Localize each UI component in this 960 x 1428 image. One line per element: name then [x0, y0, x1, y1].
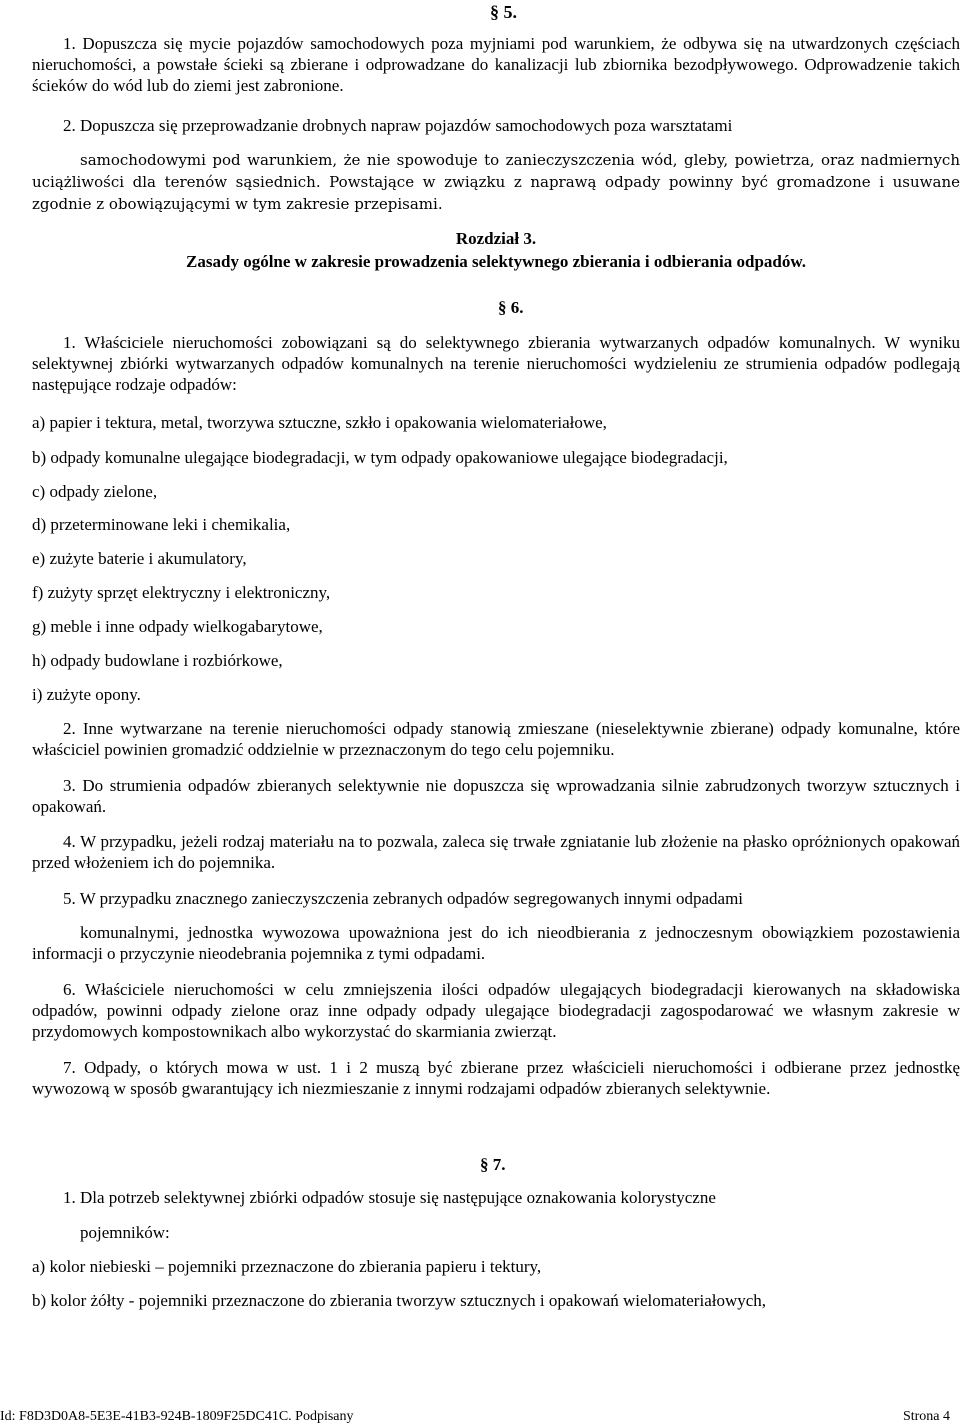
- list-item: b) odpady komunalne ulegające biodegradacji, w tym odpady opakowaniowe ulegające biodegradacji,: [32, 448, 728, 467]
- section-5-paragraph-2-first-line: 2. Dopuszcza się przeprowadzanie drobnych napraw pojazdów samochodowych poza warsztatami: [63, 116, 733, 135]
- page-footer: [0, 1409, 950, 1425]
- section-5-mark: § 5.: [490, 2, 517, 22]
- section-7-paragraph-1-first-line: 1. Dla potrzeb selektywnej zbiórki odpadów stosuje się następujące oznakowania kolorystyczne: [63, 1188, 716, 1207]
- section-6-paragraph-5-continued: komunalnymi, jednostka wywozowa upoważniona jest do ich nieodbierania z jednoczesnym obowiązkiem pozostawienia informacji o przyczynie nieodebrania pojemnika z tymi odpadami.: [32, 923, 960, 963]
- list-item: c) odpady zielone,: [32, 482, 158, 501]
- section-6-paragraph-1: 1. Właściciele nieruchomości zobowiązani są do selektywnego zbierania wytwarzanych odpadów komunalnych. W wyniku selektywnej zbiórki wytwarzanych odpadów komunalnych na terenie nieruchomości wydzieleniu ze strumienia odpadów podlegają następujące rodzaje odpadów:: [32, 333, 960, 394]
- list-item: d) przeterminowane leki i chemikalia,: [32, 515, 291, 534]
- list-item: f) zużyty sprzęt elektryczny i elektroniczny,: [32, 583, 331, 602]
- chapter-title: Rozdział 3.: [455, 229, 537, 248]
- section-6-paragraph-4: 4. W przypadku, jeżeli rodzaj materiału na to pozwala, zaleca się trwałe zgniatanie lub złożenie na płasko opróżnionych opakowań przed włożeniem ich do pojemnika.: [32, 832, 960, 872]
- section-6-paragraph-7: 7. Odpady, o których mowa w ust. 1 i 2 muszą być zbierane przez właścicieli nieruchomości i odbierane przez jednostkę wywozową w sposób gwarantujący ich niezmieszanie z innymi rodzajami odpadów zbieranych selektywnie.: [32, 1058, 960, 1098]
- document-id: Id: F8D3D0A8-5E3E-41B3-924B-1809F25DC41C. Podpisany: [0, 1409, 354, 1424]
- section-5-paragraph-1: 1. Dopuszcza się mycie pojazdów samochodowych poza myjniami pod warunkiem, że odbywa się na utwardzonych częściach nieruchomości, a powstałe ścieki są zbierane i odprowadzane do kanalizacji lub zbiornika bezodpływowego. Odprowadzenie takich ścieków do wód lub do ziemi jest zabronione.: [32, 34, 960, 95]
- section-7-paragraph-1-continued: pojemników:: [80, 1223, 170, 1242]
- section-6-paragraph-5-first-line: 5. W przypadku znacznego zanieczyszczenia zebranych odpadów segregowanych innymi odpadami: [63, 889, 744, 908]
- section-6-paragraph-3: 3. Do strumienia odpadów zbieranych selektywnie nie dopuszcza się wprowadzania silnie zabrudzonych tworzyw sztucznych i opakowań.: [32, 776, 960, 816]
- section-5-paragraph-2-continued: samochodowymi pod warunkiem, że nie spowoduje to zanieczyszczenia wód, gleby, powietrza, oraz nadmiernych uciążliwości dla terenów sąsiednich. Powstające w związku z naprawą odpady powinny być gromadzone i usuwane zgodnie z obowiązującymi w tym zakresie przepisami.: [32, 151, 960, 213]
- section-6-paragraph-2: 2. Inne wytwarzane na terenie nieruchomości odpady stanowią zmieszane (nieselektywnie zbierane) odpady komunalne, które właściciel powinien gromadzić oddzielnie w przeznaczonym do tego celu pojemniku.: [32, 719, 960, 759]
- list-item: i) zużyte opony.: [32, 685, 141, 704]
- section-7-mark: § 7.: [480, 1155, 506, 1174]
- list-item: b) kolor żółty - pojemniki przeznaczone do zbierania tworzyw sztucznych i opakowań wielomateriałowych,: [32, 1291, 767, 1310]
- section-6-paragraph-6: 6. Właściciele nieruchomości w celu zmniejszenia ilości odpadów ulegających biodegradacji kierowanych na składowiska odpadów, powinni odpady zielone oraz inne odpady odpady ulegające biodegradacji zagospodarować we własnym zakresie w przydomowych kompostownikach albo wykorzystać do skarmiania zwierząt.: [32, 980, 960, 1041]
- list-item: a) papier i tektura, metal, tworzywa sztuczne, szkło i opakowania wielomateriałowe,: [32, 413, 607, 432]
- list-item: g) meble i inne odpady wielkogabarytowe,: [32, 617, 323, 636]
- chapter-subtitle: Zasady ogólne w zakresie prowadzenia selektywnego zbierania i odbierania odpadów.: [186, 252, 806, 271]
- list-item: h) odpady budowlane i rozbiórkowe,: [32, 651, 283, 670]
- list-item: e) zużyte baterie i akumulatory,: [32, 549, 247, 568]
- list-item: a) kolor niebieski – pojemniki przeznaczone do zbierania papieru i tektury,: [32, 1257, 542, 1276]
- section-6-mark: § 6.: [498, 298, 524, 317]
- page-number: Strona 4: [902, 1409, 950, 1424]
